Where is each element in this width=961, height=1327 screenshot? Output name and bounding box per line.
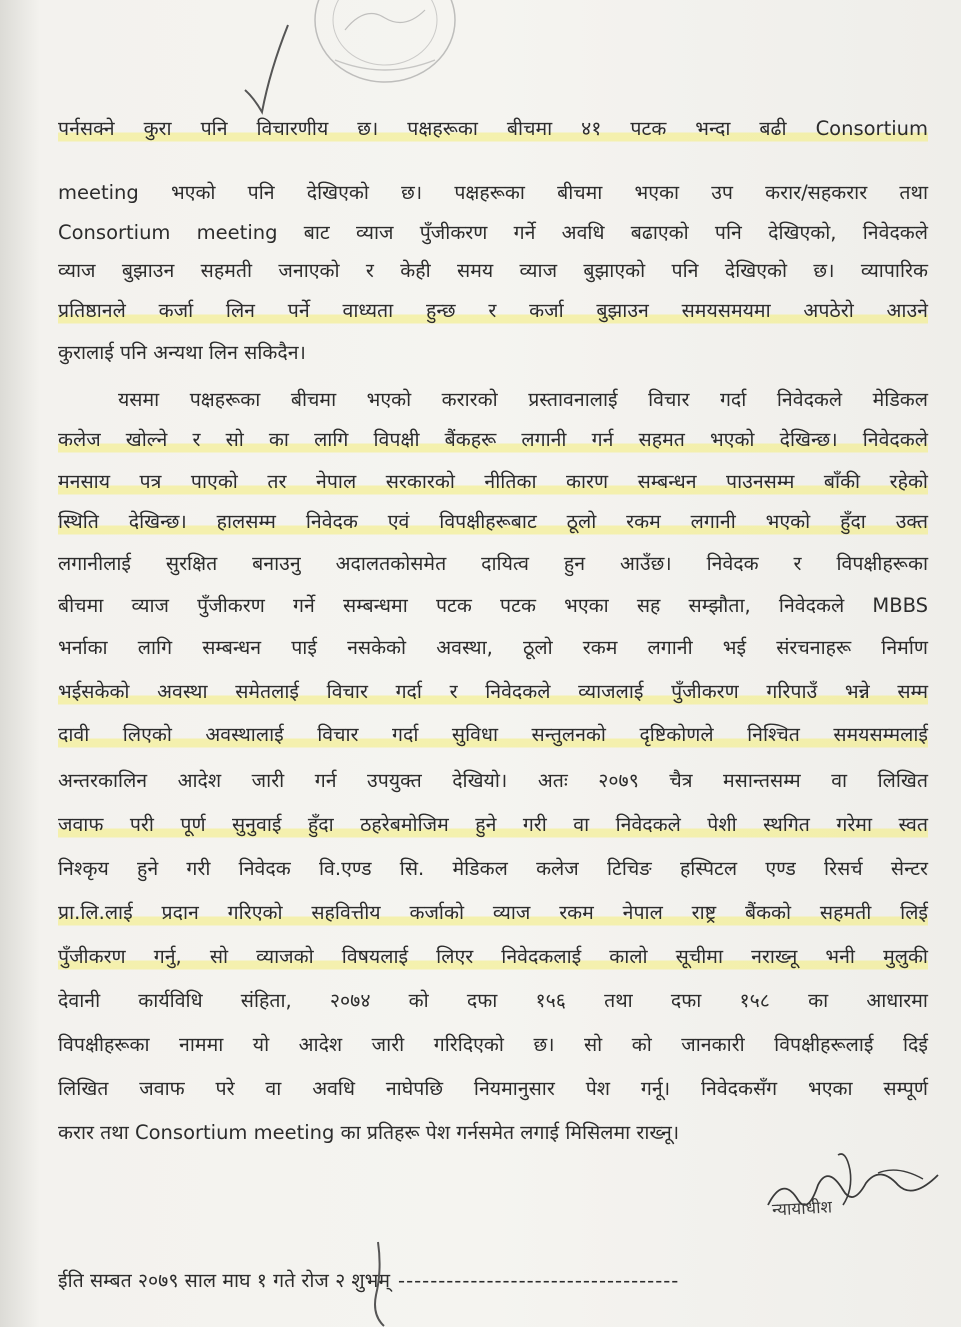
pen-mark (360, 1240, 400, 1327)
body-line: प्रा.लि.लाई प्रदान गरिएको सहवित्तीय कर्जाको व्याज रकम नेपाल राष्ट्र बैंकको सहमती लिई (58, 898, 928, 928)
court-seal-stamp (305, 0, 465, 90)
body-line: Consortium meeting बाट व्याज पुँजीकरण गर्ने अवधि बढाएको पनि देखिएको, निवेदकले (58, 221, 928, 244)
body-line: बीचमा व्याज पुँजीकरण गर्ने सम्बन्धमा पटक पटक भएका सह सम्झौता, निवेदकले MBBS (58, 594, 928, 617)
body-line: अन्तरकालिन आदेश जारी गर्न उपयुक्त देखियो। अतः २०७९ चैत्र मसान्तसम्म वा लिखित (58, 769, 928, 792)
body-line: स्थिति देखिन्छ। हालसम्म निवेदक एवं विपक्षीहरूबाट ठूलो रकम लगानी भएको हुँदा उक्त (58, 507, 928, 537)
body-line: करार तथा Consortium meeting का प्रतिहरू पेश गर्नसमेत लगाई मिसिलमा राख्नू। (58, 1121, 680, 1144)
body-line: निश्कृय हुने गरी निवेदक वि.एण्ड सि. मेडिकल कलेज टिचिङ हस्पिटल एण्ड रिसर्च सेन्टर (58, 857, 928, 880)
body-line: पर्नसक्ने कुरा पनि विचारणीय छ। पक्षहरूका बीचमा ४१ पटक भन्दा बढी Consortium (58, 114, 928, 144)
body-line: यसमा पक्षहरूका बीचमा भएको करारको प्रस्तावनालाई विचार गर्दा निवेदकले मेडिकल (118, 388, 928, 411)
body-line: प्रतिष्ठानले कर्जा लिन पर्ने वाध्यता हुन्छ र कर्जा बुझाउन समयसमयमा अपठेरो आउने (58, 296, 928, 326)
body-line: पुँजीकरण गर्नु, सो व्याजको विषयलाई लिएर निवेदकलाई कालो सूचीमा नराख्नू भनी मुलुकी (58, 942, 928, 972)
date-dashes: ----------------------------------- (398, 1269, 680, 1292)
handwritten-signature (748, 1145, 948, 1240)
body-line: देवानी कार्यविधि संहिता, २०७४ को दफा १५६ तथा दफा १५८ का आधारमा (58, 989, 928, 1012)
body-line: भईसकेको अवस्था समेतलाई विचार गर्दा र निवेदकले व्याजलाई पुँजीकरण गरिपाउँ भन्ने सम्म (58, 677, 928, 707)
body-line: भर्नाका लागि सम्बन्धन पाई नसकेको अवस्था, ठूलो रकम लगानी भई संरचनाहरू निर्माण (58, 636, 928, 659)
body-line: लिखित जवाफ परे वा अवधि नाघेपछि नियमानुसार पेश गर्नू। निवेदकसँग भएका सम्पूर्ण (58, 1077, 928, 1100)
signature-title: न्यायाधीश (771, 1197, 833, 1221)
body-line: विपक्षीहरूका नाममा यो आदेश जारी गरिदिएको छ। सो को जानकारी विपक्षीहरूलाई दिई (58, 1033, 928, 1056)
body-line: लगानीलाई सुरक्षित बनाउनु अदालतकोसमेत दायित्व हुन आउँछ। निवेदक र विपक्षीहरूका (58, 552, 928, 575)
body-line: जवाफ परी पूर्ण सुनुवाई हुँदा ठहरेबमोजिम हुने गरी वा निवेदकले पेशी स्थगित गरेमा स्वत (58, 810, 928, 840)
date-text: ईति सम्बत २०७९ साल माघ १ गते रोज २ शुभम् (58, 1269, 391, 1292)
pen-tick-mark (240, 20, 300, 120)
body-line: कुरालाई पनि अन्यथा लिन सकिदैन। (58, 341, 306, 364)
body-line: व्याज बुझाउन सहमती जनाएको र केही समय व्याज बुझाएको पनि देखिएको छ। व्यापारिक (58, 259, 928, 282)
body-line: दावी लिएको अवस्थालाई विचार गर्दा सुविधा सन्तुलनको दृष्टिकोणले निश्चित समयसम्मलाई (58, 720, 928, 750)
body-line: कलेज खोल्ने र सो का लागि विपक्षी बैंकहरू लगानी गर्न सहमत भएको देखिन्छ। निवेदकले (58, 425, 928, 455)
body-line: meeting भएको पनि देखिएको छ। पक्षहरूका बीचमा भएका उप करार/सहकरार तथा (58, 181, 928, 204)
body-line: मनसाय पत्र पाएको तर नेपाल सरकारको नीतिका कारण सम्बन्धन पाउनसम्म बाँकी रहेको (58, 467, 928, 497)
